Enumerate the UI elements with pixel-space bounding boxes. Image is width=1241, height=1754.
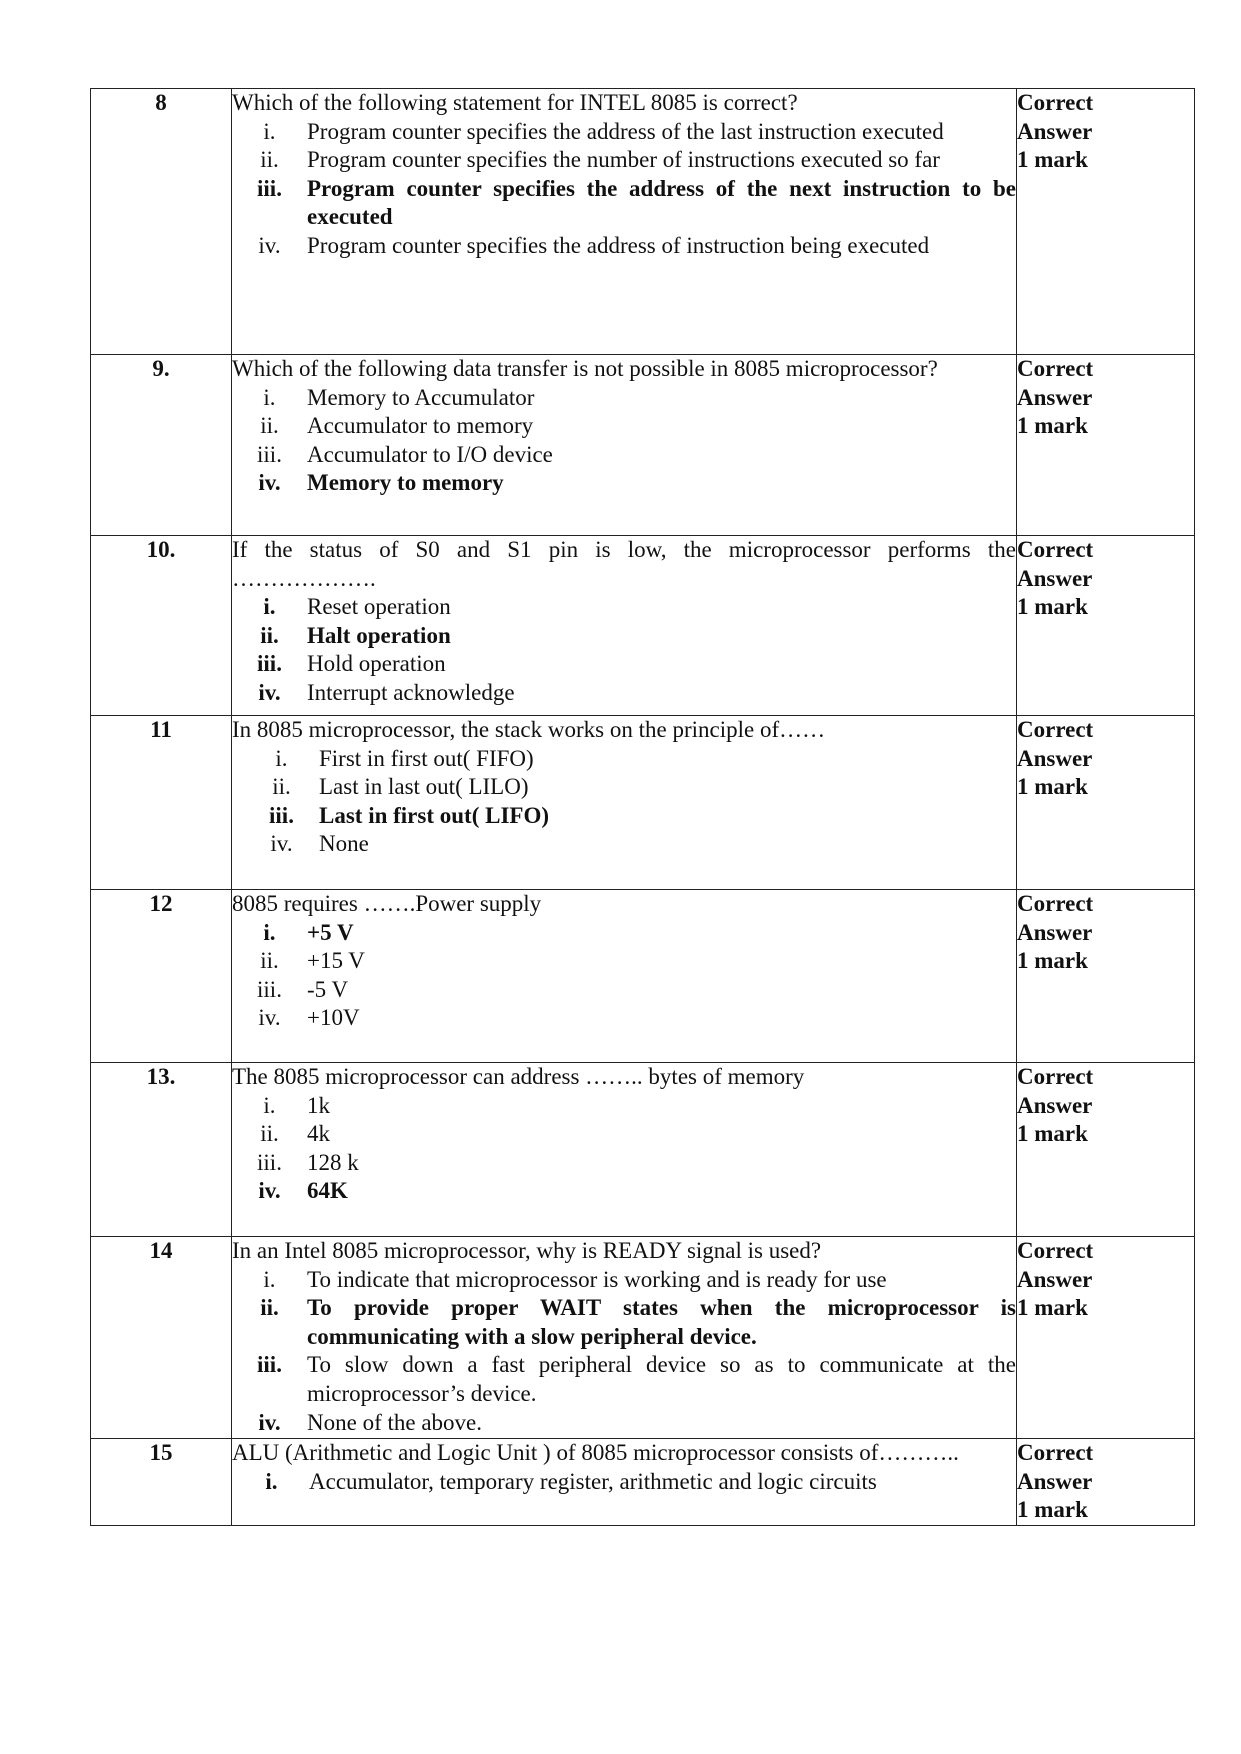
marks-line: Answer xyxy=(1017,745,1093,771)
option-label: iii. xyxy=(257,651,282,677)
option-text: +10V xyxy=(307,1005,360,1031)
option xyxy=(232,1004,1016,1033)
option-label: ii. xyxy=(260,1121,279,1147)
marks-line: Answer xyxy=(1017,1092,1093,1118)
question-text: ALU (Arithmetic and Logic Unit ) of 8085 microprocessor consists of……….. xyxy=(232,1440,959,1465)
marks-line: Correct xyxy=(1017,717,1094,742)
question-cell xyxy=(232,890,1017,1063)
correct-option xyxy=(232,175,1016,232)
option-text: Last in last out( LILO) xyxy=(319,774,529,800)
question-number: 8 xyxy=(91,89,232,355)
option-label: ii. xyxy=(260,622,279,648)
option-text: Accumulator, temporary register, arithmetic and logic circuits xyxy=(309,1468,877,1494)
option-text: Program counter specifies the address of the last instruction executed xyxy=(307,118,944,144)
marks-line: 1 mark xyxy=(1017,147,1088,173)
option-text: 4k xyxy=(307,1121,330,1147)
correct-option xyxy=(232,622,1016,651)
correct-option xyxy=(232,802,1016,831)
question-text: Which of the following statement for INTEL 8085 is correct? xyxy=(232,90,798,115)
marks-line: 1 mark xyxy=(1017,1497,1088,1523)
option-label: iii. xyxy=(257,1352,282,1378)
question-cell xyxy=(232,355,1017,536)
option-label: iv. xyxy=(258,679,281,705)
marks-line: Correct xyxy=(1017,537,1094,562)
question-row xyxy=(91,716,1195,890)
option xyxy=(232,1351,1016,1408)
option xyxy=(232,745,1016,774)
marks-line: Answer xyxy=(1017,118,1093,144)
question-row xyxy=(91,89,1195,355)
option-label: i. xyxy=(263,594,276,620)
marks-line: Correct xyxy=(1017,1238,1094,1263)
correct-option xyxy=(232,1294,1016,1351)
option-text: First in first out( FIFO) xyxy=(319,745,534,771)
option xyxy=(232,830,1016,859)
option-text: Halt operation xyxy=(307,622,451,648)
option-text: Program counter specifies the address of instruction being executed xyxy=(307,232,930,258)
question-table-body xyxy=(91,89,1195,1526)
option xyxy=(232,441,1016,470)
option-label: iii. xyxy=(257,441,282,467)
option xyxy=(232,412,1016,441)
marks-line: 1 mark xyxy=(1017,774,1088,800)
option-label: ii. xyxy=(260,948,279,974)
question-number: 10. xyxy=(91,536,232,716)
option xyxy=(232,146,1016,175)
question-table xyxy=(90,88,1195,1526)
correct-option xyxy=(232,1177,1016,1206)
option xyxy=(232,1266,1016,1295)
question-cell xyxy=(232,1063,1017,1237)
option-label: i. xyxy=(263,384,276,410)
question-number: 9. xyxy=(91,355,232,536)
option-label: ii. xyxy=(260,413,279,439)
marks-line: 1 mark xyxy=(1017,594,1088,620)
option-text: Accumulator to memory xyxy=(307,413,534,439)
option-text: Hold operation xyxy=(307,651,446,677)
option-text: +15 V xyxy=(307,948,365,974)
question-cell xyxy=(232,89,1017,355)
option-label: i. xyxy=(263,1266,276,1292)
option-text: None of the above. xyxy=(307,1409,482,1435)
option-label: iii. xyxy=(257,976,282,1002)
option-text: Accumulator to I/O device xyxy=(307,441,553,467)
question-row xyxy=(91,536,1195,716)
option-text: Memory to Accumulator xyxy=(307,384,535,410)
option-text: Program counter specifies the address of the next instruction to be executed xyxy=(307,175,1016,230)
option-text: 128 k xyxy=(307,1149,359,1175)
question-cell xyxy=(232,1439,1017,1526)
option-label: iii. xyxy=(257,1149,282,1175)
option-label: iii. xyxy=(269,802,294,828)
marks-line: 1 mark xyxy=(1017,413,1088,439)
option xyxy=(232,232,1016,261)
question-row xyxy=(91,890,1195,1063)
option xyxy=(232,1149,1016,1178)
option xyxy=(232,118,1016,147)
marks-cell xyxy=(1017,355,1195,536)
option xyxy=(232,384,1016,413)
marks-line: Correct xyxy=(1017,1440,1094,1465)
marks-line: Correct xyxy=(1017,891,1094,916)
option-label: ii. xyxy=(260,147,279,173)
option-label: ii. xyxy=(260,1295,279,1321)
question-text: If the status of S0 and S1 pin is low, the microprocessor performs the ………………. xyxy=(232,537,1016,591)
option-label: iv. xyxy=(258,1178,281,1204)
option-label: iii. xyxy=(257,175,282,201)
option-text: Reset operation xyxy=(307,594,451,620)
marks-cell xyxy=(1017,1439,1195,1526)
marks-line: 1 mark xyxy=(1017,948,1088,974)
marks-line: Correct xyxy=(1017,1064,1094,1089)
option-text: Memory to memory xyxy=(307,470,504,496)
option-label: i. xyxy=(275,745,288,771)
option-label: i. xyxy=(263,1092,276,1118)
option-label: i. xyxy=(265,1468,278,1494)
question-row xyxy=(91,1439,1195,1526)
option-text: To provide proper WAIT states when the microprocessor is communicating with a slow peripheral device. xyxy=(307,1295,1016,1349)
marks-line: Correct xyxy=(1017,90,1094,115)
marks-cell xyxy=(1017,890,1195,1063)
question-number: 12 xyxy=(91,890,232,1063)
option-text: -5 V xyxy=(307,976,349,1002)
option-text: To indicate that microprocessor is working and is ready for use xyxy=(307,1266,887,1292)
marks-cell xyxy=(1017,1237,1195,1439)
option-text: 64K xyxy=(307,1178,348,1204)
option xyxy=(232,1120,1016,1149)
option-text: To slow down a fast peripheral device so as to communicate at the microprocessor’s device. xyxy=(307,1352,1016,1406)
question-number: 11 xyxy=(91,716,232,890)
option xyxy=(232,1409,1016,1438)
question-number: 14 xyxy=(91,1237,232,1439)
option-text: 1k xyxy=(307,1092,330,1118)
marks-line: Answer xyxy=(1017,1266,1093,1292)
marks-line: 1 mark xyxy=(1017,1121,1088,1147)
option-label: iv. xyxy=(258,1005,281,1031)
option-label: i. xyxy=(263,118,276,144)
marks-cell xyxy=(1017,89,1195,355)
marks-cell xyxy=(1017,1063,1195,1237)
option xyxy=(232,1092,1016,1121)
option xyxy=(232,679,1016,708)
question-number: 15 xyxy=(91,1439,232,1526)
question-cell xyxy=(232,1237,1017,1439)
option-text: Program counter specifies the number of instructions executed so far xyxy=(307,147,940,173)
question-row xyxy=(91,1063,1195,1237)
question-number: 13. xyxy=(91,1063,232,1237)
option xyxy=(232,650,1016,679)
marks-line: Answer xyxy=(1017,919,1093,945)
option-text: None xyxy=(319,831,369,857)
option-text: Last in first out( LIFO) xyxy=(319,802,549,828)
option-label: ii. xyxy=(272,774,291,800)
question-row xyxy=(91,355,1195,536)
option xyxy=(232,593,1016,622)
question-cell xyxy=(232,716,1017,890)
option-label: iv. xyxy=(258,232,281,258)
option-text: Interrupt acknowledge xyxy=(307,679,515,705)
question-text: In an Intel 8085 microprocessor, why is READY signal is used? xyxy=(232,1238,822,1263)
option xyxy=(232,1468,1016,1497)
option xyxy=(232,947,1016,976)
option xyxy=(232,976,1016,1005)
marks-cell xyxy=(1017,536,1195,716)
marks-cell xyxy=(1017,716,1195,890)
option-label: iv. xyxy=(258,470,281,496)
question-text: 8085 requires …….Power supply xyxy=(232,891,542,916)
option-label: iv. xyxy=(258,1409,281,1435)
marks-line: 1 mark xyxy=(1017,1295,1088,1321)
option-text: +5 V xyxy=(307,919,354,945)
option-label: iv. xyxy=(270,831,293,857)
question-text: In 8085 microprocessor, the stack works on the principle of…… xyxy=(232,717,826,742)
question-row xyxy=(91,1237,1195,1439)
correct-option xyxy=(232,469,1016,498)
question-cell xyxy=(232,536,1017,716)
option xyxy=(232,773,1016,802)
marks-line: Correct xyxy=(1017,356,1094,381)
correct-option xyxy=(232,919,1016,948)
marks-line: Answer xyxy=(1017,1468,1093,1494)
question-text: Which of the following data transfer is not possible in 8085 microprocessor? xyxy=(232,356,938,381)
marks-line: Answer xyxy=(1017,565,1093,591)
marks-line: Answer xyxy=(1017,384,1093,410)
option-label: i. xyxy=(263,919,276,945)
question-text: The 8085 microprocessor can address …….. bytes of memory xyxy=(232,1064,805,1089)
